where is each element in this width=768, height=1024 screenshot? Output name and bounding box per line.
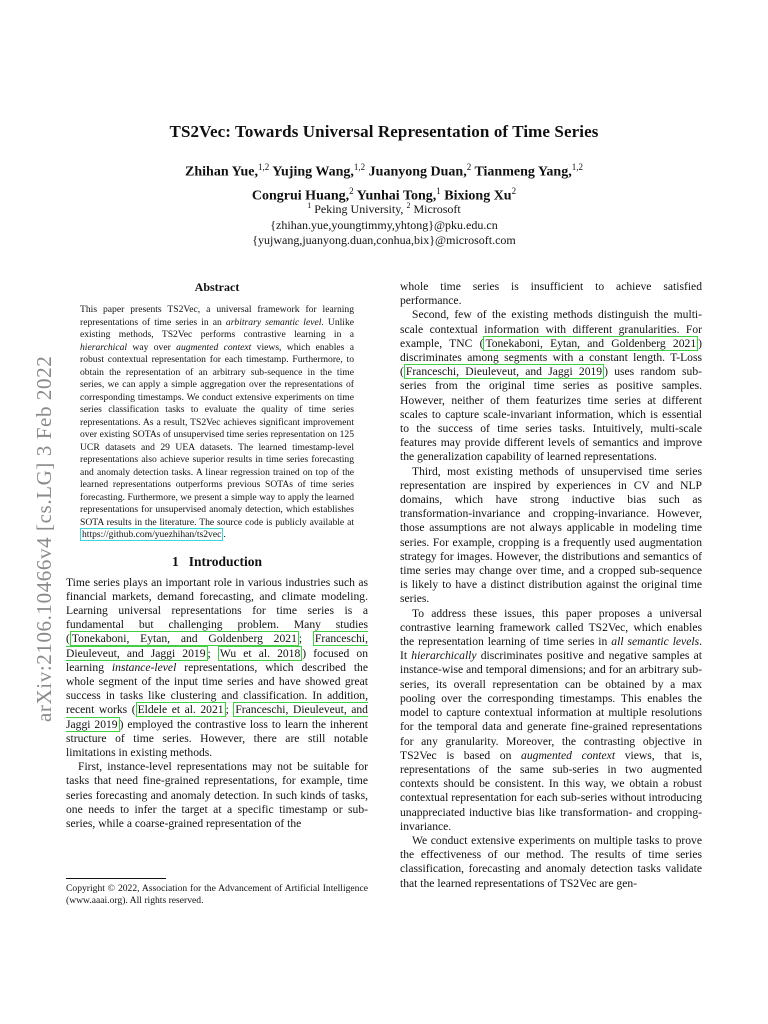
intro-paragraph-1: [66, 576, 368, 761]
abstract-emphasis: arbitrary semantic level: [225, 316, 322, 328]
citation-link[interactable]: Wu et al. 2018: [219, 646, 301, 660]
text-fragment: representations, which described the whole segment of the input time series and have showed great success in tasks like clustering and classification. In addition, recent works (: [66, 660, 369, 717]
affiliation-orgs: [60, 198, 708, 218]
abstract-text: [80, 304, 354, 542]
text-emphasis: augmented context: [521, 748, 616, 762]
copyright-footnote: [66, 878, 368, 907]
affiliation-org: Peking University,: [314, 202, 404, 216]
author: Tianmeng Yang,: [474, 164, 572, 180]
text-fragment: ) discriminates among segments with a constant length. T-Loss (: [400, 336, 702, 379]
affiliation-mark: 1: [307, 201, 312, 210]
abstract-fragment: .: [223, 529, 226, 540]
author: Zhihan Yue,: [185, 164, 258, 180]
text-fragment: . It: [400, 635, 702, 663]
citation-link[interactable]: Tonekaboni, Eytan, and Goldenberg 2021: [71, 632, 297, 646]
affiliation-mark: 2: [406, 201, 411, 210]
citation-link[interactable]: Franceschi, Dieuleveut, and Jaggi 2019: [66, 703, 368, 731]
intro-paragraph-2: First, instance-level representations may not be suitable for tasks that need fine-grained representations, for example, time series forecasting and anomaly detection. In such kinds of tasks, one needs to infer the target at a specific timestamp or sub-series, while a coarse-grained representation of the: [66, 760, 368, 830]
author: Juanyong Duan,: [368, 164, 467, 180]
abstract-emphasis: augmented context: [176, 341, 252, 353]
author-affiliation-mark: 1,2: [353, 162, 366, 172]
abstract-fragment: way over: [127, 341, 177, 353]
text-fragment: Second, few of the existing methods distinguish the multi-scale contextual information with different granularities. For example, TNC (: [400, 308, 702, 350]
abstract-fragment: views, which enables a robust contextual representation for each timestamp. Furthermore, to obtain the representation of an arbitrary sub-sequence in the time series, we can apply a simple aggregation over the representations of corresponding timestamps. We conduct extensive experiments on time series classification tasks to evaluate the quality of time series representations. As a result, TS2Vec achieves significant improvement over existing SOTAs of unsupervised time series representation on 125 UCR datasets and 29 UEA datasets. The learned timestamp-level representations also achieve superior results in time series forecasting and anomaly detection tasks. A linear regression trained on top of the learned representations outperforms previous SOTAs of time series forecasting. Furthermore, we present a simple way to apply the learned representations for unsupervised anomaly detection, which establishes SOTA results in the literature. The source code is publicly available at: [80, 341, 354, 528]
intro-paragraph-continued: whole time series is insufficient to achieve satisfied performance.: [400, 280, 702, 308]
author: Yujing Wang,: [272, 164, 354, 180]
abstract-fragment: . Unlike existing methods, TS2Vec performs contrastive learning in a: [80, 316, 354, 340]
text-fragment: ;: [225, 703, 234, 717]
citation-link[interactable]: Franceschi, Dieuleveut, and Jaggi 2019: [66, 632, 369, 660]
text-emphasis: all semantic levels: [611, 635, 700, 649]
text-fragment: ) uses random sub-series from the original time series as positive samples. However, neither of them featurizes time series at different scales to capture scale-invariant information, which is essential to the success of time series tasks. Intuitively, multi-scale features may provide different levels of semantics and improve the generalization capability of learned representations.: [400, 365, 703, 464]
text-fragment: discriminates positive and negative samples at instance-wise and temporal dimensions; and for an arbitrary sub-series, its overall representation can be obtained by a max pooling over the corresponding timestamps. This enables the model to capture contextual information at multiple resolutions for the temporal data and generate fine-grained representations for any granularity. Moreover, the contrasting objective in TS2Vec is based on: [400, 649, 703, 762]
source-code-link[interactable]: https://github.com/yuezhihan/ts2vec: [82, 529, 222, 540]
author-affiliation-mark: 2: [466, 162, 472, 172]
affiliations: [60, 198, 708, 249]
author-affiliation-mark: 1: [436, 185, 441, 196]
text-emphasis: hierarchically: [411, 649, 477, 663]
intro-paragraph-inductive-bias: Third, most existing methods of unsupervised time series representation are inspired by experiences in CV and NLP domains, which have strong inductive bias such as transformation-invariance and cropping-invariance. However, those assumptions are not always applicable in modeling time series. For example, cropping is a frequently used augmentation strategy for images. However, the distributions and semantics of time series may change over time, and a cropped sub-sequence is likely to have a distinct distribution against the original time series.: [400, 464, 702, 606]
email-pku: {zhihan.yue,youngtimmy,yhtong}@pku.edu.cn: [270, 217, 498, 232]
text-fragment: ) focused on learning: [66, 646, 369, 674]
author-affiliation-mark: 1,2: [257, 162, 270, 172]
paper-title: TS2Vec: Towards Universal Representation of Time Series: [169, 122, 599, 141]
citation-link[interactable]: Eldele et al. 2021: [137, 703, 224, 717]
copyright-text: Copyright © 2022, Association for the Advancement of Artificial Intelligence (www.aaai.org). All rights reserved.: [66, 883, 368, 906]
text-fragment: ;: [298, 632, 313, 646]
right-column: [400, 280, 702, 891]
abstract-heading: Abstract: [194, 280, 240, 294]
author: Congrui Huang,: [251, 188, 350, 204]
text-fragment: To address these issues, this paper proposes a universal contrastive learning framework called TS2Vec, which enables the representation learning of time series in: [400, 606, 702, 649]
abstract-fragment: This paper presents TS2Vec, a universal framework for learning representations of time series in an: [80, 304, 354, 328]
intro-paragraph-multiscale: [400, 308, 702, 464]
arxiv-identifier-stamp: arXiv:2106.10466v4 [cs.LG] 3 Feb 2022: [32, 355, 56, 722]
text-emphasis: instance-level: [111, 660, 177, 674]
section-title: Introduction: [188, 553, 263, 569]
author-affiliation-mark: 2: [511, 185, 517, 196]
email-microsoft: {yujwang,juanyong.duan,conhua,bix}@microsoft.com: [252, 233, 516, 247]
intro-paragraph-experiments: We conduct extensive experiments on multiple tasks to prove the effectiveness of our method. The results of time series classification, forecasting and anomaly detection tasks validate that the learned representations of TS2Vec are gen-: [400, 833, 702, 890]
author: Bixiong Xu: [444, 188, 512, 204]
abstract-emphasis: hierarchical: [80, 341, 128, 353]
author-line-1: [60, 158, 708, 182]
author-affiliation-mark: 2: [349, 185, 354, 196]
intro-paragraph-proposal: [400, 607, 702, 834]
affiliation-org: Microsoft: [413, 202, 461, 216]
section-number: 1: [171, 553, 179, 569]
citation-link[interactable]: Franceschi, Dieuleveut, and Jaggi 2019: [405, 365, 603, 379]
text-fragment: Time series plays an important role in various industries such as financial markets, demand forecasting, and climate modeling. Learning universal representations for time series is a fundamental but challenging problem. Many studies (: [66, 575, 368, 646]
author: Yunhai Tong,: [356, 188, 437, 204]
text-fragment: ;: [207, 646, 218, 660]
author-affiliation-mark: 1,2: [571, 162, 583, 172]
section-heading-introduction: [66, 554, 368, 570]
footnote-divider: [66, 878, 166, 879]
text-fragment: views, that is, representations of the same sub-series in two augmented contexts should be consistent. In this way, we obtain a robust contextual representation for each sub-series without introducing unappreciated inductive bias like transformation- and cropping-invariance.: [400, 748, 702, 833]
citation-link[interactable]: Tonekaboni, Eytan, and Goldenberg 2021: [485, 336, 697, 350]
text-fragment: ) employed the contrastive loss to learn the inherent structure of time series. However, there are still notable limitations in existing methods.: [66, 717, 368, 759]
left-column: [66, 280, 368, 831]
